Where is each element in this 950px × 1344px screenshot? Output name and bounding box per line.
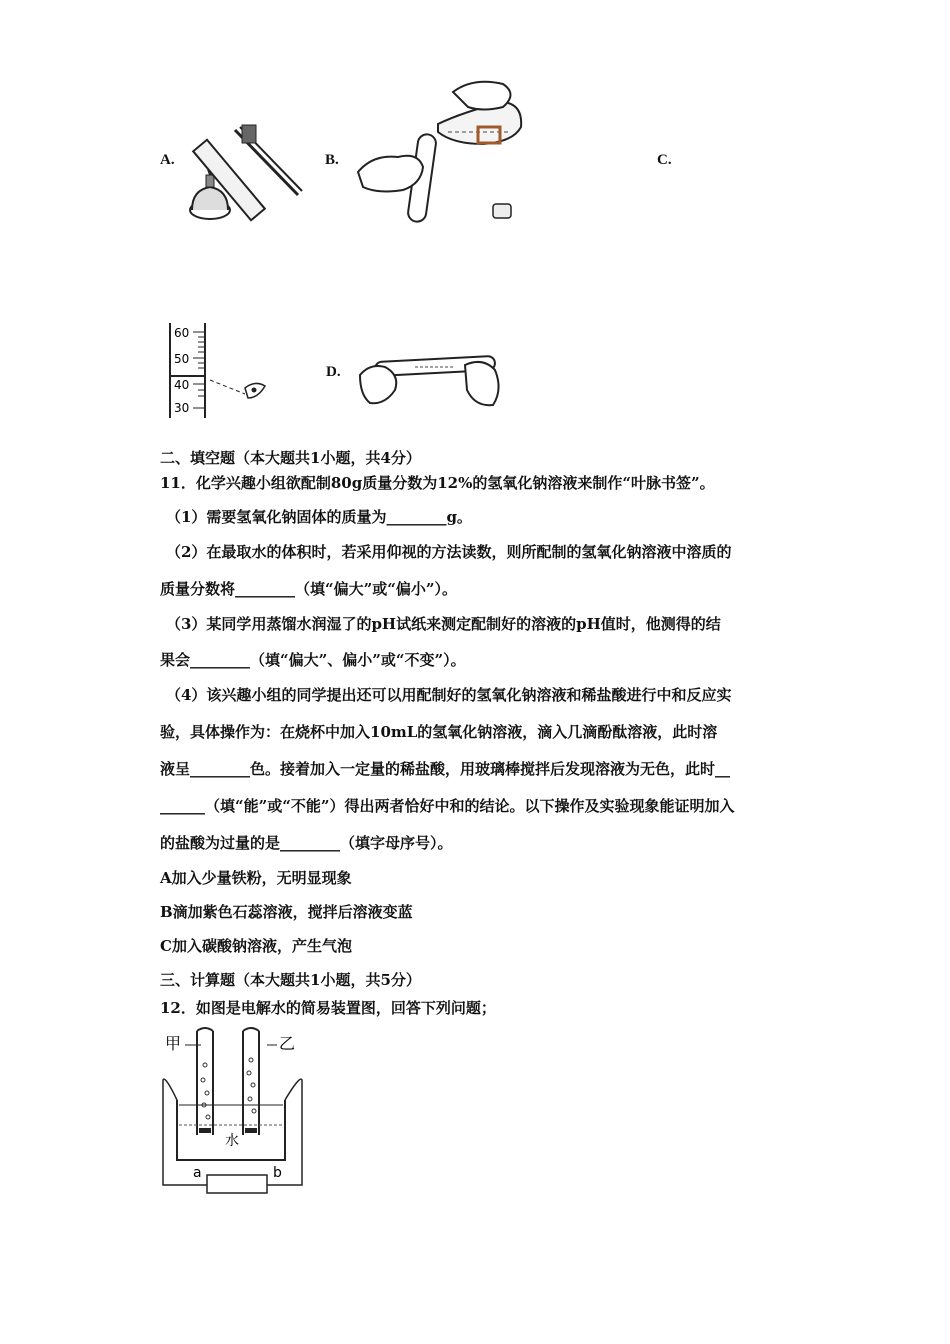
option-a-label: A. bbox=[160, 152, 175, 168]
tick-30: 30 bbox=[174, 401, 190, 415]
figure-a-heating-test-tube bbox=[180, 115, 310, 230]
option-d-label: D. bbox=[326, 364, 341, 380]
figure-d-shaking-test-tube bbox=[355, 345, 505, 420]
option-c-label: C. bbox=[657, 152, 672, 168]
q11-part-1: （1）需要氢氧化钠固体的质量为________g。 bbox=[166, 508, 472, 526]
figure-electrolysis-apparatus bbox=[155, 1025, 315, 1195]
section-2-heading: 二、填空题（本大题共1小题，共4分） bbox=[160, 449, 421, 467]
q11-part-3-line-1: （3）某同学用蒸馏水润湿了的pH试纸来测定配制好的溶液的pH值时，他测得的结 bbox=[166, 615, 721, 633]
section-3-heading: 三、计算题（本大题共1小题，共5分） bbox=[160, 971, 421, 989]
label-b: b bbox=[273, 1165, 282, 1181]
label-yi: 乙 bbox=[279, 1034, 296, 1053]
q11-part-4-line-5: 的盐酸为过量的是________（填字母序号）。 bbox=[160, 834, 453, 852]
q11-part-4-line-2: 验，具体操作为：在烧杯中加入10mL的氢氧化钠溶液，滴入几滴酚酞溶液，此时溶 bbox=[160, 723, 718, 741]
label-water: 水 bbox=[225, 1133, 239, 1149]
q11-part-4-line-3: 液呈________色。接着加入一定量的稀盐酸，用玻璃棒搅拌后发现溶液为无色，此时__ bbox=[160, 760, 731, 778]
q11-part-4-line-1: （4）该兴趣小组的同学提出还可以用配制好的氢氧化钠溶液和稀盐酸进行中和反应实 bbox=[166, 686, 732, 704]
q11-choice-a: A加入少量铁粉，无明显现象 bbox=[160, 869, 352, 887]
figure-b-pouring-liquid bbox=[353, 72, 533, 227]
q11-choice-b: B滴加紫色石蕊溶液，搅拌后溶液变蓝 bbox=[160, 903, 413, 921]
q11-part-3-line-2: 果会________（填“偏大”、偏小”或“不变”）。 bbox=[160, 651, 466, 669]
q11-part-4-line-4: ______（填“能”或“不能”）得出两者恰好中和的结论。以下操作及实验现象能证明加入 bbox=[160, 797, 735, 815]
figure-c-graduated-cylinder bbox=[160, 318, 280, 423]
q11-part-2-line-2: 质量分数将________（填“偏大”或“偏小”）。 bbox=[160, 580, 458, 598]
tick-40: 40 bbox=[174, 378, 190, 392]
label-a: a bbox=[193, 1165, 202, 1181]
tick-60: 60 bbox=[174, 326, 190, 340]
q11-part-2-line-1: （2）在最取水的体积时，若采用仰视的方法读数，则所配制的氢氧化钠溶液中溶质的 bbox=[166, 543, 732, 561]
tick-50: 50 bbox=[174, 352, 190, 366]
q11-stem: 11．化学兴趣小组欲配制80g质量分数为12%的氢氧化钠溶液来制作“叶脉书签”。 bbox=[160, 474, 715, 492]
q12-stem: 12．如图是电解水的简易装置图，回答下列问题； bbox=[160, 999, 496, 1017]
label-jia: 甲 bbox=[165, 1034, 182, 1053]
option-b-label: B. bbox=[325, 152, 339, 168]
power-supply bbox=[207, 1175, 267, 1193]
q11-choice-c: C加入碳酸钠溶液，产生气泡 bbox=[160, 937, 352, 955]
